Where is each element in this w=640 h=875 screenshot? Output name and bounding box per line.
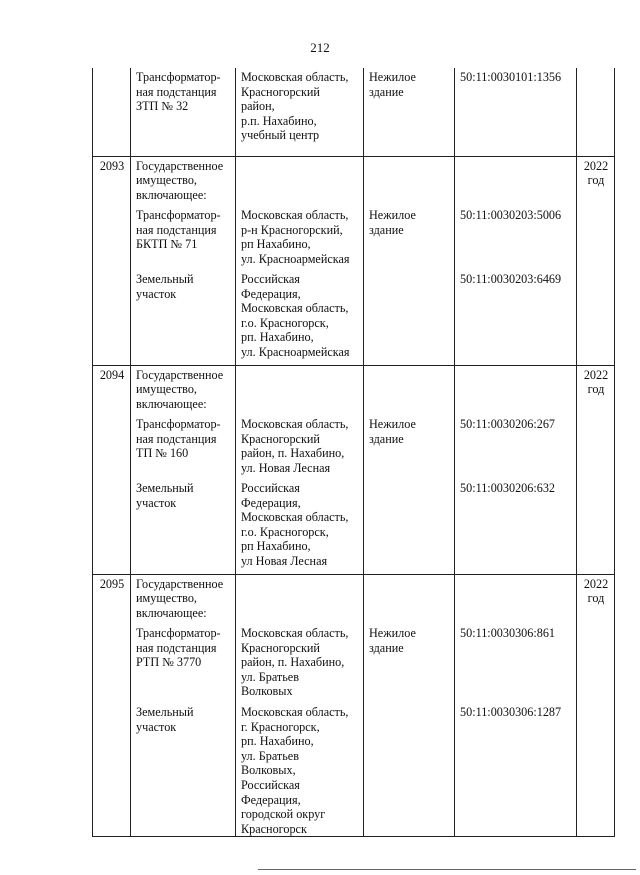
table-row xyxy=(93,415,615,479)
cell-text: 50:11:0030206:632 xyxy=(460,481,556,495)
cell-text-line: Государственное xyxy=(136,158,224,173)
cell-text-line: Земельный xyxy=(136,705,194,719)
cell-text-line: Трансформатор- xyxy=(136,208,221,222)
cell-text-line: г.о. Красногорск, xyxy=(241,315,329,330)
cadastral-number-cell xyxy=(455,574,577,624)
cell-text-line: здание xyxy=(369,84,404,99)
cell-text-line: г. Красногорск, xyxy=(241,719,320,734)
table-row xyxy=(93,365,615,415)
table-row xyxy=(93,68,615,156)
cell-text-line: год xyxy=(587,382,605,397)
cell-text-line: Волковых xyxy=(241,684,293,699)
year-cell xyxy=(577,479,615,574)
address-cell xyxy=(236,574,364,624)
table-row xyxy=(93,156,615,206)
cell-text-line: ул. Братьев xyxy=(241,669,299,684)
cell-text-line: рп. Нахабино, xyxy=(241,734,314,749)
cell-text: 50:11:0030306:1287 xyxy=(460,705,562,719)
cell-text-line: Нежилое xyxy=(369,208,416,222)
cell-text-line: включающее: xyxy=(136,187,207,202)
cell-text-line: Московская область, xyxy=(241,417,349,431)
cell-text-line: Московская область, xyxy=(241,510,349,525)
cell-text: 2093 xyxy=(99,158,125,173)
cadastral-number-cell xyxy=(455,68,577,156)
cell-text-line: участок xyxy=(136,495,177,510)
cell-text-line: район, xyxy=(241,99,275,114)
object-name-cell xyxy=(131,270,236,365)
cell-text: 50:11:0030203:5006 xyxy=(460,208,562,222)
cell-text-line: рп Нахабино, xyxy=(241,237,311,252)
cell-text-line: ЗТП № 32 xyxy=(136,99,189,114)
year-cell xyxy=(577,206,615,270)
table-row xyxy=(93,624,615,703)
cell-text-line: Нежилое xyxy=(369,417,416,431)
cell-text-line: Волковых, xyxy=(241,763,296,778)
cell-text: 50:11:0030306:861 xyxy=(460,626,556,640)
cell-text-line: ул. Красноармейская xyxy=(241,251,350,266)
object-type-cell xyxy=(364,415,455,479)
table-row xyxy=(93,270,615,365)
cell-text-line: Нежилое xyxy=(369,70,416,84)
record-number-cell xyxy=(93,156,131,206)
cell-text-line: 2022 xyxy=(583,576,609,591)
year-cell xyxy=(577,156,615,206)
cadastral-number-cell xyxy=(455,156,577,206)
cell-text-line: Федерация, xyxy=(241,792,301,807)
cell-text-line: здание xyxy=(369,431,404,446)
object-type-cell xyxy=(364,479,455,574)
object-type-cell xyxy=(364,703,455,837)
cell-text-line: ТП № 160 xyxy=(136,446,189,461)
address-cell xyxy=(236,365,364,415)
cell-text-line: ул Новая Лесная xyxy=(241,553,328,568)
year-cell xyxy=(577,270,615,365)
cell-text-line: Московская область, xyxy=(241,626,349,640)
table-row xyxy=(93,703,615,837)
cell-text-line: ул. Братьев xyxy=(241,748,299,763)
cell-text-line: район, п. Нахабино, xyxy=(241,446,345,461)
cell-text-line: 2022 xyxy=(583,158,609,173)
record-number-cell xyxy=(93,68,131,156)
cell-text-line: Красногорский xyxy=(241,431,320,446)
cell-text-line: учебный центр xyxy=(241,128,320,143)
cell-text: 50:11:0030101:1356 xyxy=(460,70,562,84)
table-row xyxy=(93,206,615,270)
address-cell xyxy=(236,415,364,479)
cell-text-line: Земельный xyxy=(136,481,194,495)
cadastral-number-cell xyxy=(455,270,577,365)
object-type-cell xyxy=(364,270,455,365)
record-number-cell xyxy=(93,206,131,270)
registry-body xyxy=(93,68,615,837)
object-type-cell xyxy=(364,574,455,624)
address-cell xyxy=(236,624,364,703)
cell-text-line: Московская область, xyxy=(241,705,349,719)
cell-text: 2094 xyxy=(99,367,125,382)
cell-text-line: 2022 xyxy=(583,367,609,382)
cadastral-number-cell xyxy=(455,703,577,837)
record-number-cell xyxy=(93,270,131,365)
cell-text-line: район, п. Нахабино, xyxy=(241,655,345,670)
cell-text-line: Красногорский xyxy=(241,640,320,655)
cell-text-line: г.о. Красногорск, xyxy=(241,524,329,539)
object-name-cell xyxy=(131,206,236,270)
object-type-cell xyxy=(364,68,455,156)
address-cell xyxy=(236,270,364,365)
cell-text-line: ная подстанция xyxy=(136,431,217,446)
cell-text-line: Федерация, xyxy=(241,495,301,510)
cadastral-number-cell xyxy=(455,624,577,703)
object-type-cell xyxy=(364,624,455,703)
object-name-cell xyxy=(131,365,236,415)
record-number-cell xyxy=(93,365,131,415)
record-number-cell xyxy=(93,574,131,624)
year-cell xyxy=(577,415,615,479)
cell-text-line: Российская xyxy=(241,272,300,286)
cell-text-line: Трансформатор- xyxy=(136,70,221,84)
cell-text-line: включающее: xyxy=(136,605,207,620)
object-name-cell xyxy=(131,479,236,574)
object-name-cell xyxy=(131,703,236,837)
year-cell xyxy=(577,624,615,703)
cell-text-line: р-н Красногорский, xyxy=(241,222,343,237)
cell-text-line: Красногорск xyxy=(241,821,307,836)
record-number-cell xyxy=(93,703,131,837)
record-number-cell xyxy=(93,479,131,574)
object-name-cell xyxy=(131,624,236,703)
address-cell xyxy=(236,68,364,156)
cell-text-line: имущество, xyxy=(136,173,197,188)
cell-text-line: имущество, xyxy=(136,382,197,397)
table-row xyxy=(93,574,615,624)
cell-text-line: ная подстанция xyxy=(136,222,217,237)
object-name-cell xyxy=(131,156,236,206)
year-cell xyxy=(577,68,615,156)
cell-text-line: рп. Нахабино, xyxy=(241,330,314,345)
cell-text-line: Красногорский xyxy=(241,84,320,99)
cell-text-line: участок xyxy=(136,719,177,734)
object-name-cell xyxy=(131,415,236,479)
cell-text-line: ул. Красноармейская xyxy=(241,344,350,359)
cell-text-line: Государственное xyxy=(136,367,224,382)
cell-text-line: имущество, xyxy=(136,591,197,606)
address-cell xyxy=(236,703,364,837)
cell-text-line: включающее: xyxy=(136,396,207,411)
year-cell xyxy=(577,574,615,624)
cell-text-line: Трансформатор- xyxy=(136,417,221,431)
cell-text-line: Земельный xyxy=(136,272,194,286)
table-row xyxy=(93,479,615,574)
cell-text: 2095 xyxy=(99,576,125,591)
object-type-cell xyxy=(364,156,455,206)
record-number-cell xyxy=(93,415,131,479)
property-registry-table xyxy=(92,68,615,837)
cell-text-line: Российская xyxy=(241,777,300,792)
address-cell xyxy=(236,479,364,574)
cell-text-line: РТП № 3770 xyxy=(136,655,202,670)
cell-text-line: участок xyxy=(136,286,177,301)
cadastral-number-cell xyxy=(455,479,577,574)
cell-text-line: Российская xyxy=(241,481,300,495)
cell-text-line: ная подстанция xyxy=(136,640,217,655)
footer-rule xyxy=(258,869,636,870)
year-cell xyxy=(577,365,615,415)
cadastral-number-cell xyxy=(455,415,577,479)
page-number: 212 xyxy=(310,40,330,55)
cell-text-line: р.п. Нахабино, xyxy=(241,113,317,128)
object-name-cell xyxy=(131,574,236,624)
cell-text-line: Московская область, xyxy=(241,208,349,222)
cell-text-line: Федерация, xyxy=(241,286,301,301)
cell-text-line: здание xyxy=(369,640,404,655)
cell-text-line: Московская область, xyxy=(241,301,349,316)
object-type-cell xyxy=(364,365,455,415)
address-cell xyxy=(236,206,364,270)
cell-text: 50:11:0030203:6469 xyxy=(460,272,562,286)
year-cell xyxy=(577,703,615,837)
cell-text-line: год xyxy=(587,591,605,606)
cell-text-line: здание xyxy=(369,222,404,237)
cell-text-line: ул. Новая Лесная xyxy=(241,460,331,475)
address-cell xyxy=(236,156,364,206)
object-name-cell xyxy=(131,68,236,156)
cell-text-line: БКТП № 71 xyxy=(136,237,198,252)
cadastral-number-cell xyxy=(455,206,577,270)
cell-text-line: год xyxy=(587,173,605,188)
object-type-cell xyxy=(364,206,455,270)
cell-text-line: городской округ xyxy=(241,807,326,822)
cell-text-line: рп Нахабино, xyxy=(241,539,311,554)
cell-text: 50:11:0030206:267 xyxy=(460,417,556,431)
cell-text-line: ная подстанция xyxy=(136,84,217,99)
cell-text-line: Трансформатор- xyxy=(136,626,221,640)
cell-text-line: Московская область, xyxy=(241,70,349,84)
record-number-cell xyxy=(93,624,131,703)
cadastral-number-cell xyxy=(455,365,577,415)
cell-text-line: Нежилое xyxy=(369,626,416,640)
cell-text-line: Государственное xyxy=(136,576,224,591)
